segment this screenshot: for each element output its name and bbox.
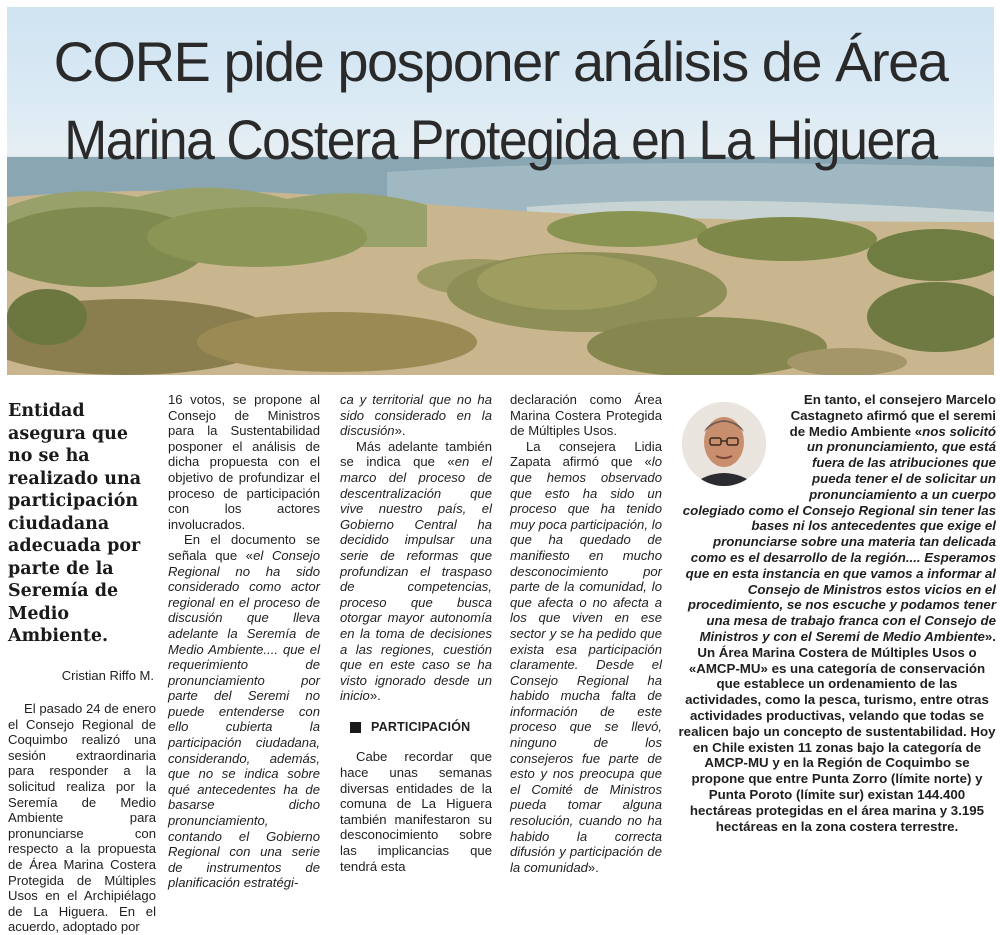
col3-p2-intro: Más adelante también se indica que « xyxy=(340,438,492,470)
col2-paragraph-2 xyxy=(168,532,320,891)
col3-p1-close: ». xyxy=(394,423,406,439)
col5-p1-quote: nos solicitó un pronunciamiento, que está fuera de las atribuciones que pueda tener el de solicitar un pronunciamiento a un cuerpo colegiado como el Consejo Regional sin tener las bases ni los antecedentes que exige el pronunciarse sobre una materia tan delicada como es el desarrollo de la región.... Esperamos que en esta instancia en que vamos a informar al Consejo de Ministros estos vicios en el procedimiento, se nos escuche y podamos tener una mesa de trabajo franca con el Consejo de Ministros y con el Seremi de Medio Ambiente xyxy=(682,423,996,644)
col5-p1-close: ». xyxy=(984,628,996,644)
col4-paragraph-1: declaración como Área Marina Costera Protegida de Múltiples Usos. xyxy=(510,392,662,439)
col2-p2-quote: el Consejo Regional no ha sido considerado como actor regional en el proceso de discusión que lleva adelante la Seremía de Medio Ambiente.... que el requerimiento de pronunciamiento por parte del Seremi no puede entenderse con ello cubierta la participación ciudadana, considerando, además, que no se indica sobre qué antecedentes ha de basarse dicho pronunciamiento, contando el Gobierno Regional con una serie de instrumentos de planificación estratégi- xyxy=(168,547,320,891)
deck-subtitle: Entidad asegura que no se ha realizado una participación ciudadana adecuada por parte de la Seremía de Medio Ambiente. xyxy=(8,401,142,646)
col4-p2-intro: La consejera Lidia Zapata afirmó que « xyxy=(510,438,662,470)
column-5 xyxy=(678,392,996,834)
column-2 xyxy=(168,392,320,891)
col5-paragraph-2: Un Área Marina Costera de Múltiples Usos o «AMCP-MU» es una categoría de conservación que establece un ordenamiento de las actividades, como la pesca, turismo, entre otras actividades productivas, velando que todas se realicen bajo un concepto de sustentabilidad. Hoy en Chile existen 11 zonas bajo la categoría de AMCP-MU y en la Región de Coquimbo se propone que entre Punta Zorro (límite norte) y Punta Poroto (límite sur) existan 144.400 hectáreas protegidas en el área marina y 3.195 hectáreas en la zona costera terrestre. xyxy=(678,644,996,834)
col3-paragraph-2 xyxy=(340,439,492,704)
headline-line-2: Marina Costera Protegida en La Higuera xyxy=(64,108,937,171)
col5-p1-intro: En tanto, el consejero Marcelo Castagneto afirmó que el seremi de Medio Ambiente « xyxy=(789,392,996,439)
col3-p1-quote: ca y territorial que no ha sido considerado en la discusión xyxy=(340,392,492,439)
col4-p2-close: ». xyxy=(587,859,599,875)
col4-p2-quote: lo que hemos observado que esto ha sido un proceso que ha tenido muy poca participación, lo que ha quedado de manifiesto en mucho desconocimiento por parte de la comunidad, lo que afecta o no afecta a los que viven en ese sector y se ha pedido que exista esa participación claramente. Desde el Consejo Regional ha habido mucha falta de información de este proceso que se llevó, ninguno de los consejeros fue parte de esto y nos preocupa que el Comité de Ministros pueda tomar alguna resolución, cuando no ha habido la correcta difusión y participación de la comunidad xyxy=(510,454,662,875)
col4-paragraph-2 xyxy=(510,439,662,876)
square-bullet-icon xyxy=(350,722,361,733)
col2-paragraph-1: 16 votos, se propone al Consejo de Ministros para la Sustentabilidad posponer el análisis de dicha propuesta con el objetivo de profundizar el proceso de participación con los actores involucrados. xyxy=(168,392,320,532)
col3-p2-close: ». xyxy=(369,688,381,704)
subhead-label: PARTICIPACIÓN xyxy=(371,719,471,734)
column-3 xyxy=(340,392,492,874)
col3-paragraph-1 xyxy=(340,392,492,439)
hero-photo xyxy=(7,7,994,375)
column-4 xyxy=(510,392,662,875)
col3-p2-quote: en el marco del proceso de descentralización que vive nuestro país, el Gobierno Central ha decidido impulsar una serie de reformas que profundizan el traspaso de competencias, proceso que busca otorgar mayor autonomía en la toma de decisiones a las regiones, cuestión que en este caso se ha visto ignorado desde un inicio xyxy=(340,454,492,704)
col1-paragraph-1: El pasado 24 de enero el Consejo Regional de Coquimbo realizó una sesión extraordinaria para responder a la solicitud realiza por la Seremía de Medio Ambiente para pronunciarse con respecto a la propuesta de Área Marina Costera Protegida de Múltiples Usos en el Archipiélago de La Higuera. En el acuerdo, adoptado por xyxy=(8,701,156,935)
col3-paragraph-3: Cabe recordar que hace unas semanas diversas entidades de la comuna de La Higuera también manifestaron su desconocimiento sobre las implicancias que tendrá esta xyxy=(340,749,492,874)
headline-line-1: CORE pide posponer análisis de Área xyxy=(53,30,948,93)
column-1 xyxy=(8,392,156,935)
col2-p2-intro: En el documento se señala que « xyxy=(168,532,320,563)
portrait-photo xyxy=(682,402,766,486)
byline: Cristian Riffo M. xyxy=(61,667,154,683)
section-subhead xyxy=(350,720,492,736)
person-portrait-icon xyxy=(682,402,766,486)
